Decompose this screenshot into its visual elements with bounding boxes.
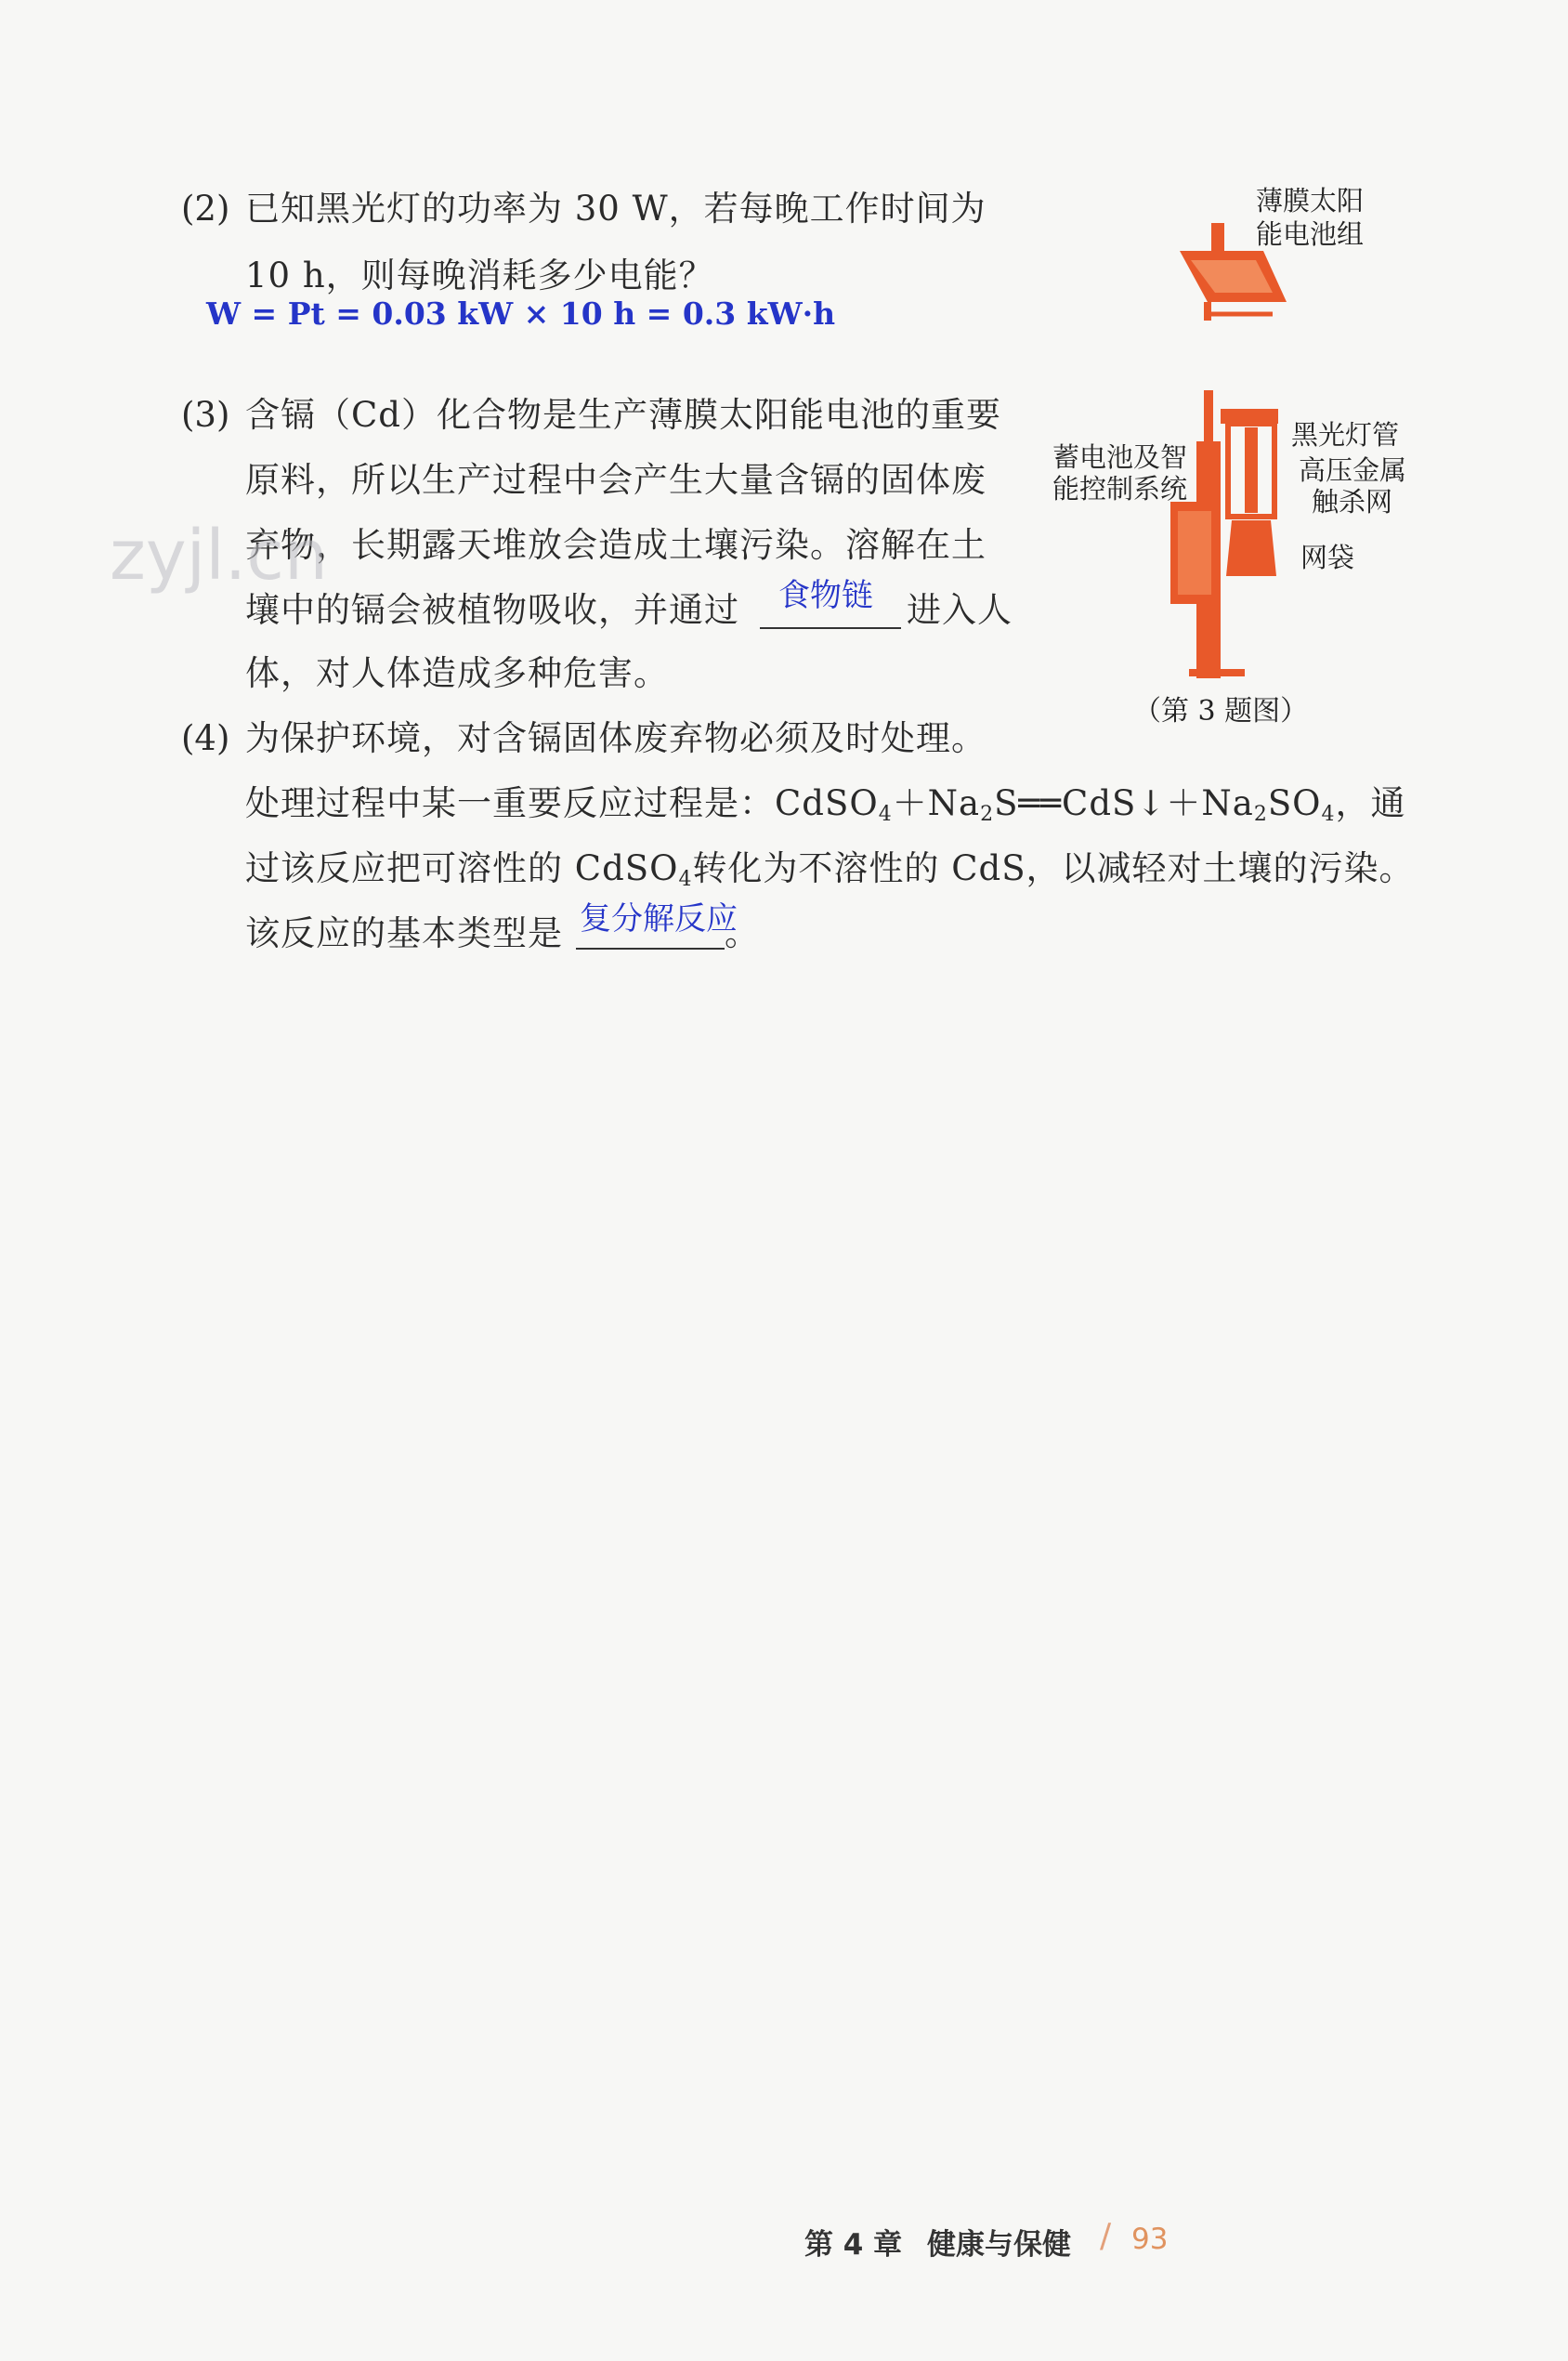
label-battery-line1: 蓄电池及智 [1052, 441, 1188, 473]
q3-text-line4-after: 进入人 [907, 590, 1013, 630]
label-solar-line1: 薄膜太阳 [1256, 185, 1365, 216]
q3-answer-blank [760, 627, 901, 629]
watermark: zyjl.cn [110, 516, 328, 596]
q2-answer: W = Pt = 0.03 kW × 10 h = 0.3 kW·h [206, 295, 836, 332]
q3-text-line4-before: 壤中的镉会被植物吸收，并通过 [245, 590, 739, 630]
q4-text-line3: 过该反应把可溶性的 CdSO$_4$转化为不溶性的 CdS，以减轻对土壤的污染。 [245, 848, 1415, 891]
label-lamp: 黑光灯管 [1291, 419, 1400, 451]
q4-text-line1: 为保护环境，对含镉固体废弃物必须及时处理。 [245, 718, 987, 758]
q3-text-line5: 体，对人体造成多种危害。 [245, 653, 669, 693]
label-bag: 网袋 [1300, 542, 1355, 573]
footer-title: 健康与保健 [927, 2228, 1071, 2262]
q3-text-line1: 含镉（Cd）化合物是生产薄膜太阳能电池的重要 [245, 395, 1001, 435]
footer-divider: / [1100, 2217, 1112, 2255]
q4-answer: 复分解反应 [580, 900, 738, 938]
q3-text-line3: 弃物，长期露天堆放会造成土壤污染。溶解在土 [245, 525, 987, 565]
q3-answer: 食物链 [778, 577, 873, 614]
label-grid-line1: 高压金属 [1299, 454, 1407, 486]
q2-number: (2) [181, 189, 230, 229]
q3-text-line2: 原料，所以生产过程中会产生大量含镉的固体废 [245, 460, 987, 500]
q2-text-line2: 10 h，则每晚消耗多少电能？ [245, 256, 714, 295]
figure-caption: （第 3 题图） [1133, 695, 1309, 728]
q2-text-line1: 已知黑光灯的功率为 30 W，若每晚工作时间为 [245, 189, 987, 229]
q4-number: (4) [181, 718, 230, 758]
q4-text-line4-before: 该反应的基本类型是 [245, 913, 563, 953]
q4-text-line4-after: 。 [725, 913, 760, 953]
footer-chapter: 第 4 章 [804, 2228, 903, 2262]
label-battery-line2: 能控制系统 [1052, 473, 1188, 505]
label-solar-line2: 能电池组 [1256, 218, 1365, 250]
label-grid-line2: 触杀网 [1312, 486, 1393, 518]
page-number: 93 [1131, 2223, 1169, 2256]
q4-answer-blank [576, 948, 725, 950]
q3-number: (3) [181, 395, 230, 435]
q4-text-line2: 处理过程中某一重要反应过程是：$CdSO_4+Na_2S══CdS↓+Na_2SO_4$，通 [245, 783, 1406, 826]
